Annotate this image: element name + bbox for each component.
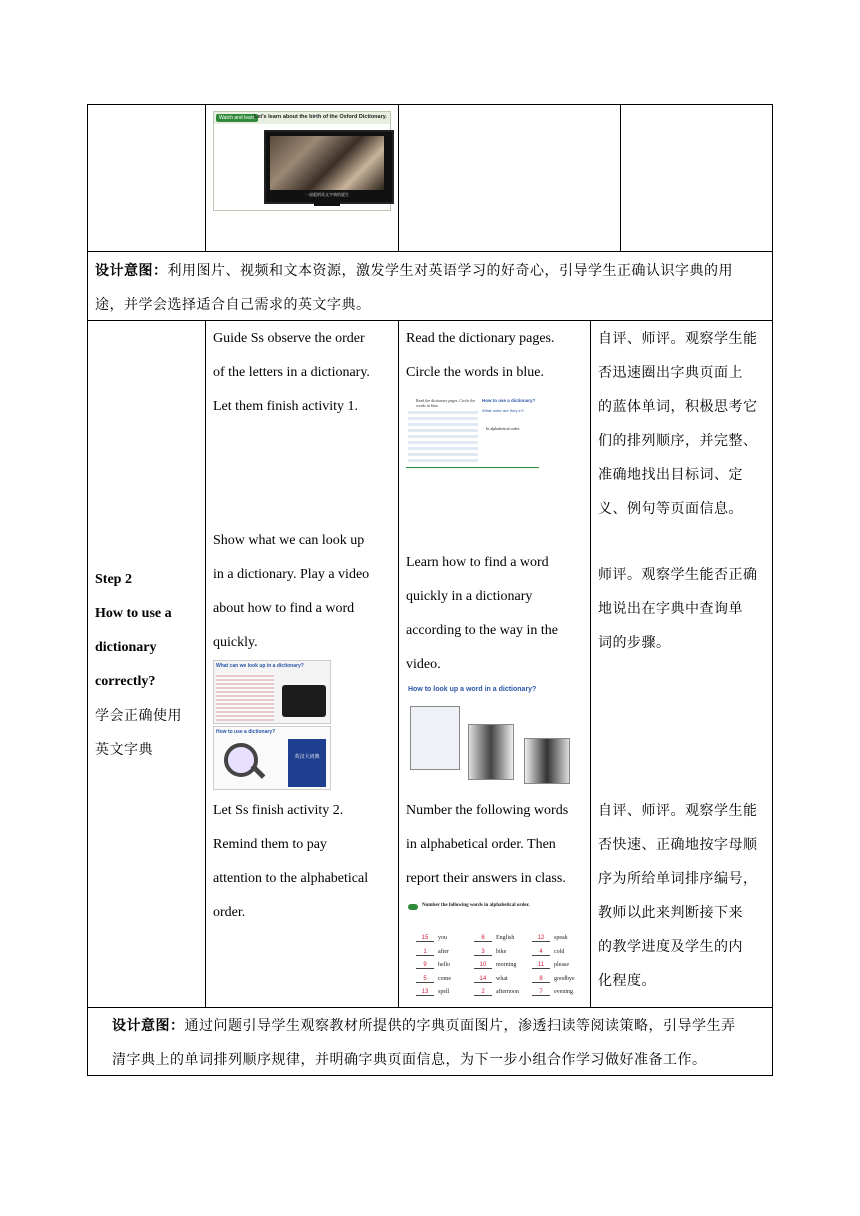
- intent-label: 设计意图：: [112, 1018, 185, 1034]
- step-title-line: Step 2: [95, 572, 132, 587]
- screenshot-2: [468, 724, 514, 780]
- lesson-plan-table: [87, 104, 773, 1076]
- exercise-number: 6: [474, 935, 492, 942]
- teacher-block-1: [213, 322, 397, 424]
- video-subtitle: 一部彪炳英文字典的诞生: [305, 192, 349, 197]
- eval-line: 自评、师评。观察学生能: [598, 331, 758, 347]
- teacher-line: Guide Ss observe the order: [213, 331, 365, 346]
- design-intent-2: [112, 1009, 768, 1077]
- exercise-item: [474, 975, 530, 997]
- exercise-number: 9: [416, 962, 434, 969]
- col-divider: [398, 320, 399, 1008]
- eval-line: 自评、师评。观察学生能: [598, 803, 758, 819]
- teacher-line: Remind them to pay: [213, 837, 327, 852]
- exercise-word: after: [438, 948, 449, 955]
- teacher-line: of the letters in a dictionary.: [213, 365, 370, 380]
- eval-line: 教师以此来判断接下来: [598, 905, 743, 921]
- dictionary-book-icon: [288, 739, 326, 787]
- slide-title: How to look up a word in a dictionary?: [408, 686, 537, 693]
- screenshot-1: [410, 706, 460, 770]
- table-border-right: [772, 104, 773, 1076]
- step-title-line: correctly?: [95, 674, 156, 689]
- watch-and-learn-tag: Watch and learn: [216, 114, 258, 122]
- eval-line: 义、例句等页面信息。: [598, 501, 743, 517]
- step-title-line: dictionary: [95, 640, 157, 655]
- magnifier-icon: [224, 743, 258, 777]
- exercise-number: 13: [416, 989, 434, 996]
- exercise-word: what: [496, 975, 508, 982]
- student-line: in alphabetical order. Then: [406, 837, 556, 852]
- exercise-word: bike: [496, 948, 507, 955]
- student-line: report their answers in class.: [406, 871, 566, 886]
- exercise-number: 8: [532, 976, 550, 983]
- slide-title: What can we look up in a dictionary?: [216, 663, 304, 669]
- exercise-number: 15: [416, 935, 434, 942]
- slide-title: How to use a dictionary?: [216, 729, 276, 735]
- intent-text-line1: 通过问题引导学生观察教材所提供的字典页面图片，渗透扫读等阅读策略，引导学生弄: [184, 1018, 736, 1034]
- row-divider: [87, 1007, 773, 1008]
- eval-line: 否快速、正确地按字母顺: [598, 837, 758, 853]
- col-divider: [590, 320, 591, 1008]
- eval-line: 地说出在字典中查询单: [598, 601, 743, 617]
- step-zh-line: 英文字典: [95, 742, 153, 758]
- exercise-item: [416, 975, 472, 997]
- teacher-block-2: [213, 524, 397, 660]
- exercise-word: hello: [438, 962, 450, 968]
- eval-line: 的蓝体单词，积极思考它: [598, 399, 758, 415]
- exercise-slide: [406, 902, 586, 995]
- step2-cell: [95, 563, 201, 767]
- step-title-line: How to use a: [95, 606, 172, 621]
- student-block-1: [406, 322, 588, 390]
- eval-block-1: [598, 322, 768, 526]
- exercise-word: evening: [554, 989, 573, 995]
- col-divider: [205, 104, 206, 252]
- exercise-word: come: [438, 975, 451, 982]
- lookup-dictionary-slide: [213, 660, 331, 724]
- exercise-word: morning: [496, 962, 517, 968]
- intent-text-line1: 利用图片、视频和文本资源，激发学生对英语学习的好奇心，引导学生正确认识字典的用: [167, 263, 733, 279]
- eval-line: 否迅速圈出字典页面上: [598, 365, 743, 381]
- student-line: Circle the words in blue.: [406, 365, 545, 380]
- slide-answer: In alphabetical order.: [486, 426, 520, 431]
- teacher-line: Let them finish activity 1.: [213, 399, 359, 414]
- eval-block-2: [598, 558, 768, 660]
- intent-label: 设计意图：: [95, 263, 168, 279]
- student-line: video.: [406, 657, 441, 672]
- exercise-instruction: Number the following words in alphabetical order.: [422, 903, 530, 908]
- student-block-2: [406, 546, 588, 682]
- exercise-word: please: [554, 962, 569, 968]
- exercise-grid: [416, 924, 586, 995]
- slide-title: How to use a dictionary?: [482, 398, 536, 403]
- col-divider: [620, 104, 621, 252]
- design-intent-1: [95, 254, 767, 322]
- eval-line: 的教学进度及学生的内: [598, 939, 743, 955]
- use-dictionary-slide: [213, 726, 331, 790]
- intent-text-line2: 途，并学会选择适合自己需求的英文字典。: [95, 297, 371, 313]
- exercise-word: you: [438, 935, 447, 941]
- teacher-line: attention to the alphabetical: [213, 871, 369, 886]
- teacher-line: about how to find a word: [213, 601, 355, 616]
- eval-line: 师评。观察学生能否正确: [598, 567, 758, 583]
- exercise-number: 12: [532, 935, 550, 942]
- student-line: Number the following words: [406, 803, 569, 818]
- exercise-word: speak: [554, 935, 568, 941]
- slide-question: What order are they in?: [482, 408, 524, 413]
- eval-line: 词的步骤。: [598, 635, 671, 651]
- exercise-number: 5: [416, 976, 434, 983]
- student-line: Read the dictionary pages.: [406, 331, 555, 346]
- tv-stand: [314, 202, 340, 206]
- exercise-number: 10: [474, 962, 492, 969]
- exercise-word: afternoon: [496, 989, 519, 995]
- table-border-left: [87, 104, 88, 1076]
- exercise-word: English: [496, 935, 515, 941]
- exercise-number: 4: [532, 949, 550, 956]
- eval-line: 准确地找出目标词、定: [598, 467, 743, 483]
- video-thumbnail: [213, 111, 391, 211]
- book-title: 英汉大词典: [294, 754, 320, 760]
- video-caption: Let's learn about the birth of the Oxford Dictionary.: [254, 114, 387, 120]
- step-zh-line: 学会正确使用: [95, 708, 182, 724]
- teacher-line: order.: [213, 905, 246, 920]
- teacher-block-3: [213, 794, 397, 930]
- student-block-3: [406, 794, 588, 896]
- col-divider: [398, 104, 399, 252]
- table-border-top: [87, 104, 773, 105]
- exercise-number: 7: [532, 989, 550, 996]
- teacher-line: in a dictionary. Play a video: [213, 567, 370, 582]
- exercise-item: [532, 975, 588, 997]
- eval-line: 们的排列顺序，并完整、: [598, 433, 758, 449]
- student-line: Learn how to find a word: [406, 555, 549, 570]
- col-divider: [205, 320, 206, 1008]
- slide-instruction: Read the dictionary pages. Circle the words in blue.: [416, 398, 476, 408]
- exercise-word: cold: [554, 948, 565, 955]
- lookup-word-slide: [406, 684, 568, 784]
- teacher-line: quickly.: [213, 635, 258, 650]
- tv-icon: [282, 685, 326, 717]
- eval-block-3: [598, 794, 768, 998]
- row-divider: [87, 251, 773, 252]
- student-line: according to the way in the: [406, 623, 559, 638]
- screenshot-3: [524, 738, 570, 784]
- tv-screen: [264, 130, 394, 204]
- exercise-word: goodbye: [554, 975, 575, 982]
- eval-line: 序为所给单词排序编号，: [598, 871, 758, 887]
- teacher-line: Show what we can look up: [213, 533, 365, 548]
- student-line: quickly in a dictionary: [406, 589, 533, 604]
- exercise-number: 1: [416, 949, 434, 956]
- exercise-number: 11: [532, 962, 550, 969]
- intent-text-line2: 清字典上的单词排列顺序规律，并明确字典页面信息，为下一步小组合作学习做好准备工作。: [112, 1052, 707, 1068]
- eval-line: 化程度。: [598, 973, 656, 989]
- teacher-line: Let Ss finish activity 2.: [213, 803, 344, 818]
- exercise-number: 14: [474, 976, 492, 983]
- exercise-word: spell: [438, 989, 450, 995]
- exercise-number: 2: [474, 989, 492, 996]
- exercise-number: 3: [474, 949, 492, 956]
- dictionary-pages-slide: [406, 396, 539, 468]
